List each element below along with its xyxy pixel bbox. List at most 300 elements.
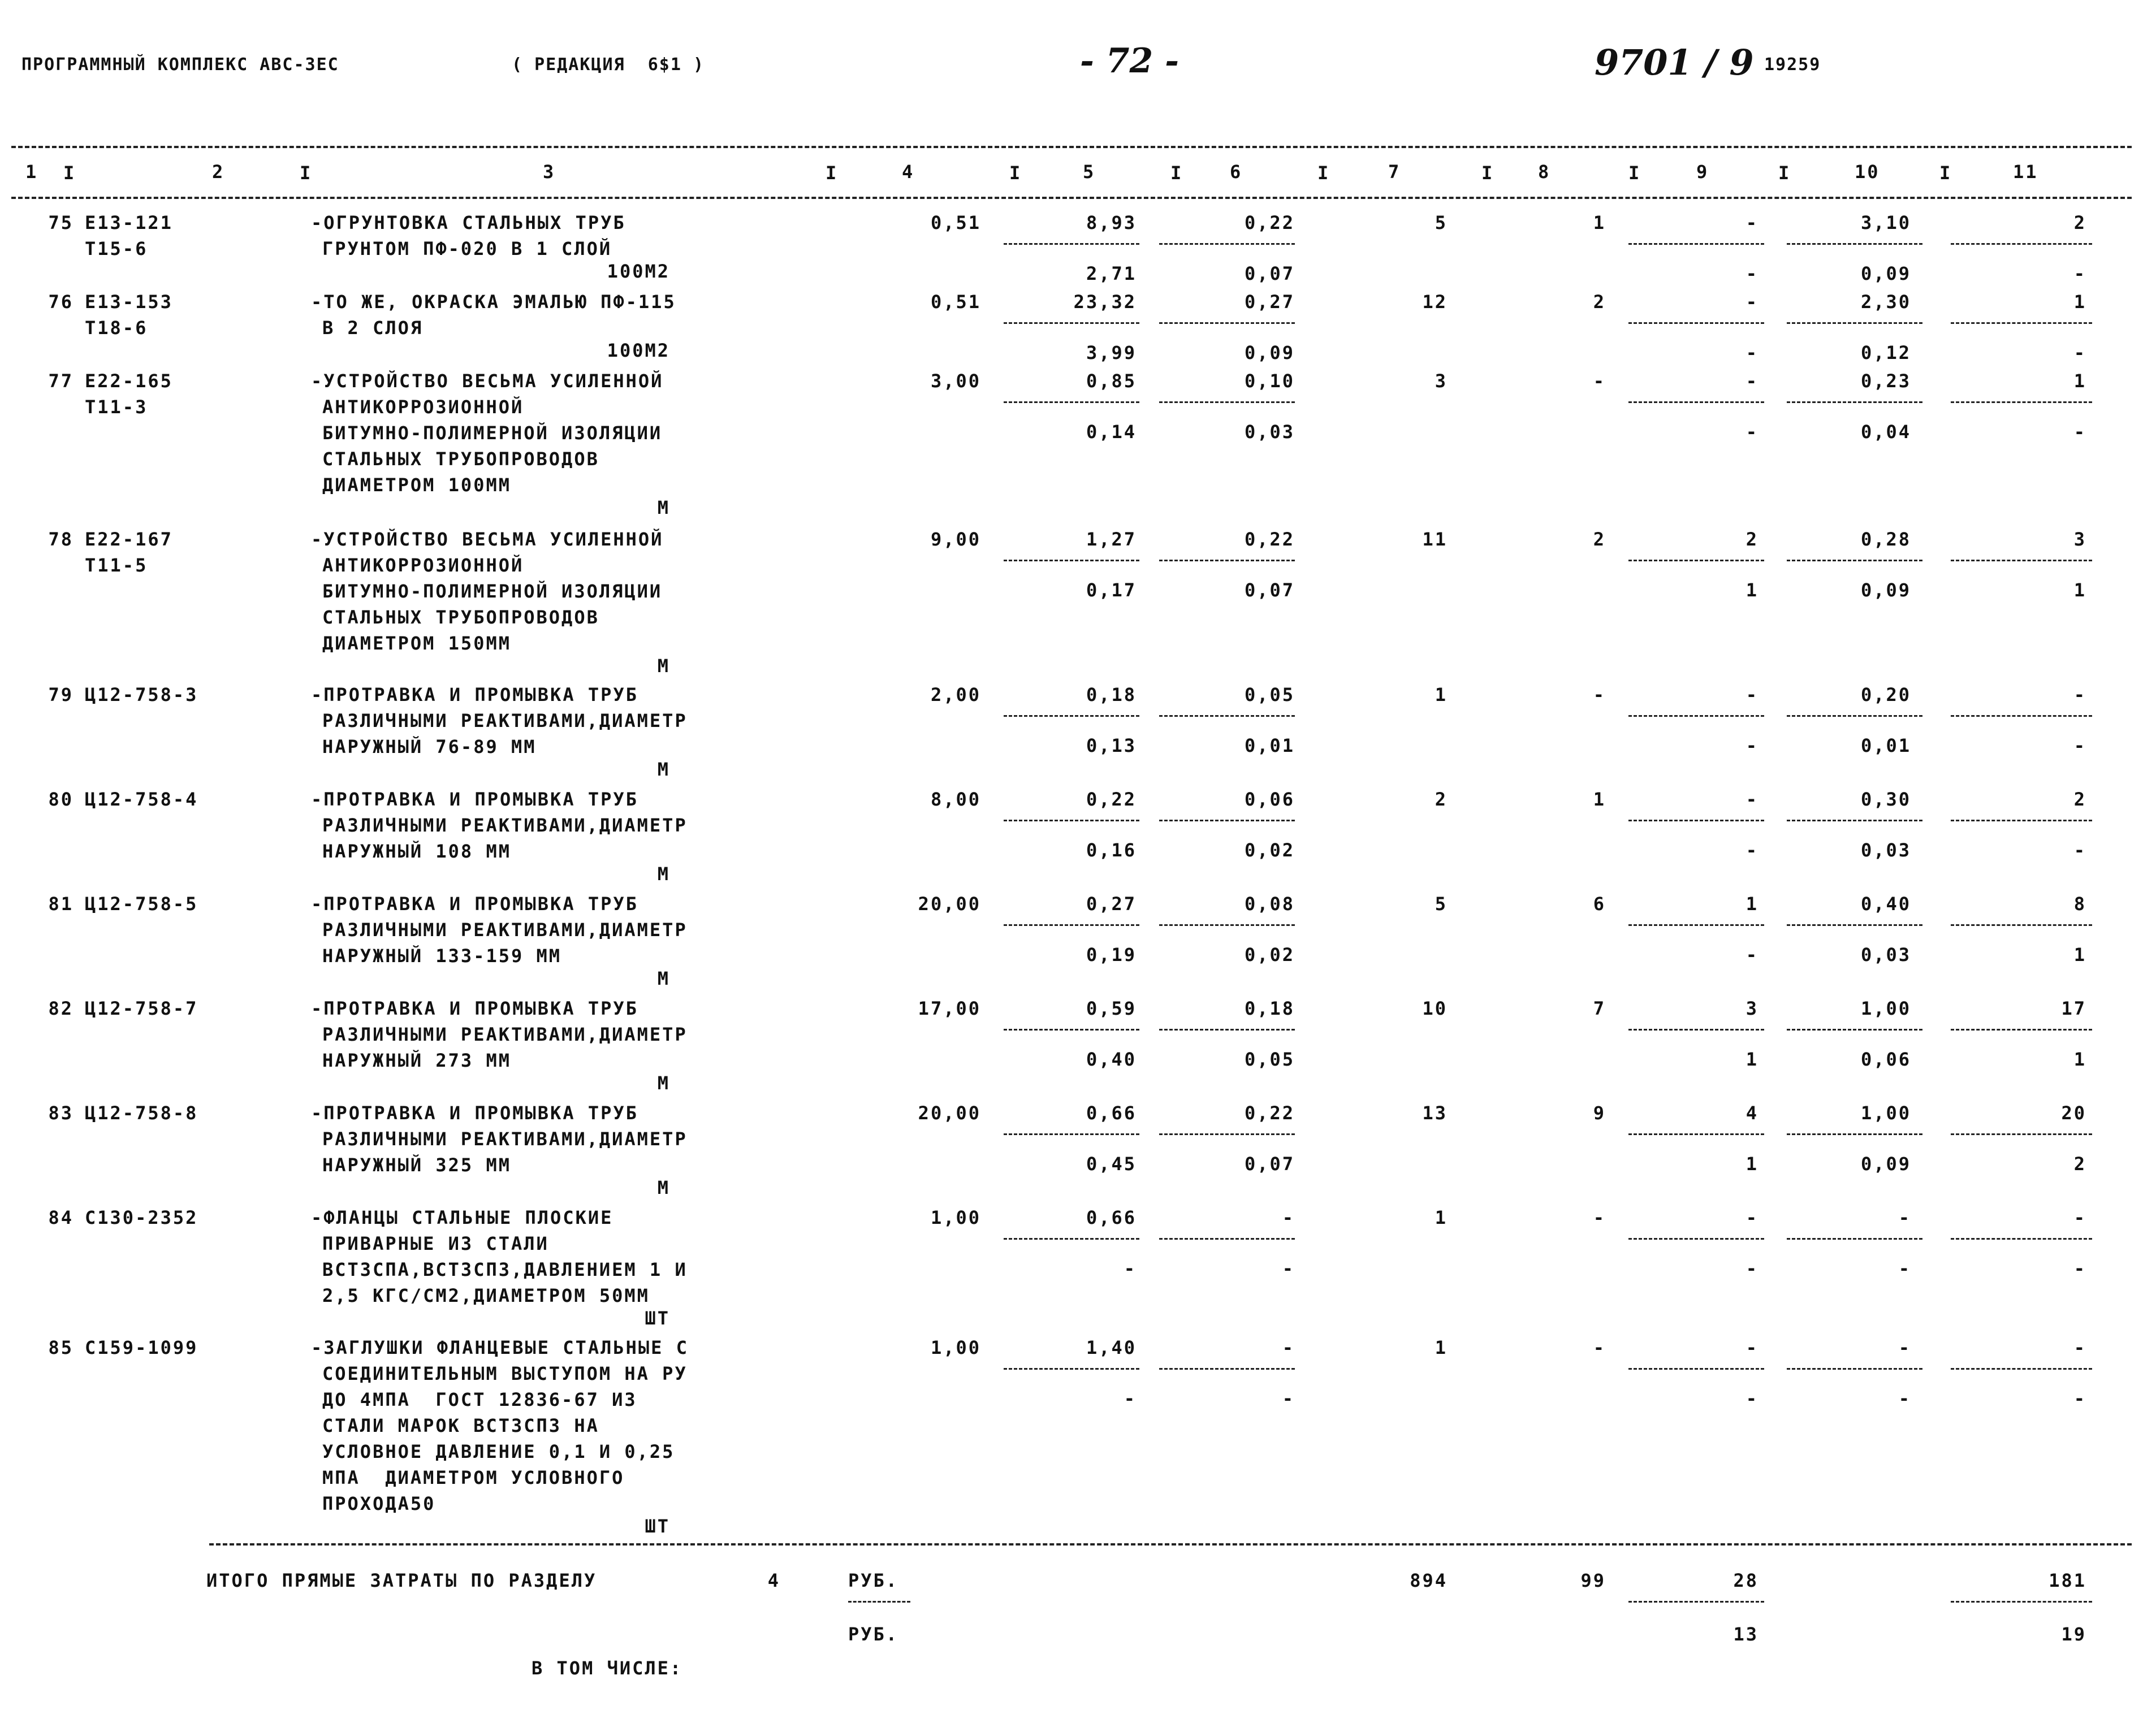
row-quantity: 2,00 — [930, 684, 981, 705]
row-col6-top: 0,22 — [1244, 529, 1295, 550]
row-col10-top: 1,00 — [1860, 998, 1911, 1019]
row-description-line: РАЗЛИЧНЫМИ РЕАКТИВАМИ,ДИАМЕТР — [322, 710, 688, 731]
row-col7: 5 — [1435, 212, 1448, 233]
row-col6-top: - — [1282, 1337, 1295, 1358]
row-description-line: СТАЛЬНЫХ ТРУБОПРОВОДОВ — [322, 448, 599, 470]
row-description-line: РАЗЛИЧНЫМИ РЕАКТИВАМИ,ДИАМЕТР — [322, 1128, 688, 1150]
summary-col8: 99 — [1580, 1570, 1606, 1591]
row-col10-bottom: 0,09 — [1860, 263, 1911, 284]
row-description-line: НАРУЖНЫЙ 108 ММ — [322, 841, 511, 862]
row-col7: 11 — [1422, 529, 1448, 550]
row-col10-bottom: 0,01 — [1860, 735, 1911, 756]
row-col9-top: 3 — [1745, 998, 1759, 1019]
row-description-line: -ФЛАНЦЫ СТАЛЬНЫЕ ПЛОСКИЕ — [311, 1207, 613, 1228]
row-col10-rule — [1787, 715, 1922, 717]
row-col9-bottom: 1 — [1745, 1153, 1759, 1175]
row-code: Ц12-758-8 — [85, 1102, 198, 1124]
row-col9-bottom: - — [1745, 1258, 1759, 1279]
row-col6-bottom: 0,01 — [1244, 735, 1295, 756]
row-col9-rule — [1628, 924, 1764, 926]
row-number: 85 — [48, 1337, 74, 1358]
row-col5-rule — [1004, 1238, 1139, 1240]
column-header-3: 3 — [543, 161, 556, 183]
row-col7: 3 — [1435, 370, 1448, 392]
row-quantity: 1,00 — [930, 1207, 981, 1228]
row-code: Т15-6 — [85, 238, 148, 259]
row-col6-top: - — [1282, 1207, 1295, 1228]
row-col11-bottom: 1 — [2073, 579, 2086, 601]
row-description-line: ДИАМЕТРОМ 150ММ — [322, 633, 511, 654]
row-col6-bottom: 0,07 — [1244, 1153, 1295, 1175]
row-description-line: -ПРОТРАВКА И ПРОМЫВКА ТРУБ — [311, 789, 638, 810]
row-col9-rule — [1628, 322, 1764, 324]
row-col9-rule — [1628, 820, 1764, 821]
row-description-line: ГРУНТОМ ПФ-020 В 1 СЛОЙ — [322, 238, 612, 259]
row-col11-rule — [1951, 243, 2092, 245]
row-col11-rule — [1951, 1133, 2092, 1135]
row-description-line: -УСТРОЙСТВО ВЕСЬМА УСИЛЕННОЙ — [311, 370, 664, 392]
row-col9-top: - — [1745, 212, 1759, 233]
row-col10-rule — [1787, 243, 1922, 245]
row-number: 77 — [48, 370, 74, 392]
row-col10-bottom: 0,03 — [1860, 944, 1911, 966]
row-col9-top: 4 — [1745, 1102, 1759, 1124]
row-col10-rule — [1787, 1368, 1922, 1370]
row-code: Т18-6 — [85, 317, 148, 339]
row-col9-bottom: - — [1745, 342, 1759, 363]
column-header-10: 10 — [1855, 161, 1880, 183]
row-col5-rule — [1004, 560, 1139, 561]
column-separator: I — [1009, 162, 1022, 184]
row-code: С159-1099 — [85, 1337, 198, 1358]
row-code: Т11-5 — [85, 555, 148, 576]
row-col6-bottom: 0,05 — [1244, 1049, 1295, 1070]
row-col6-rule — [1159, 401, 1295, 403]
row-code: Е13-121 — [85, 212, 173, 233]
row-col5-top: 8,93 — [1086, 212, 1137, 233]
row-col11-top: 2 — [2073, 212, 2086, 233]
row-description-line: ДИАМЕТРОМ 100ММ — [322, 474, 511, 496]
row-code: Ц12-758-4 — [85, 789, 198, 810]
row-col9-bottom: - — [1745, 839, 1759, 861]
column-header-9: 9 — [1696, 161, 1709, 183]
row-col11-bottom: - — [2073, 1388, 2086, 1409]
row-col10-rule — [1787, 322, 1922, 324]
row-col9-rule — [1628, 1238, 1764, 1240]
row-col11-top: 3 — [2073, 529, 2086, 550]
row-col6-bottom: 0,07 — [1244, 263, 1295, 284]
summary-col11-rule — [1951, 1601, 2092, 1603]
row-unit: М — [657, 1177, 670, 1198]
row-col9-bottom: 1 — [1745, 579, 1759, 601]
row-description-line: БИТУМНО-ПОЛИМЕРНОЙ ИЗОЛЯЦИИ — [322, 581, 663, 602]
row-col10-bottom: 0,09 — [1860, 579, 1911, 601]
row-description-line: -ПРОТРАВКА И ПРОМЫВКА ТРУБ — [311, 1102, 638, 1124]
row-col5-rule — [1004, 924, 1139, 926]
row-col5-rule — [1004, 322, 1139, 324]
row-col10-bottom: 0,09 — [1860, 1153, 1911, 1175]
row-col6-bottom: 0,03 — [1244, 421, 1295, 443]
row-col5-top: 0,22 — [1086, 789, 1137, 810]
row-col11-rule — [1951, 1238, 2092, 1240]
row-col5-top: 1,40 — [1086, 1337, 1137, 1358]
row-col8: - — [1593, 1207, 1606, 1228]
summary-currency-rule — [848, 1601, 910, 1603]
row-col11-top: 1 — [2073, 370, 2086, 392]
summary-col9-top: 28 — [1733, 1570, 1759, 1591]
row-col5-top: 23,32 — [1073, 291, 1137, 313]
row-col8: 1 — [1593, 789, 1606, 810]
row-col5-rule — [1004, 1029, 1139, 1031]
row-col6-bottom: 0,09 — [1244, 342, 1295, 363]
row-quantity: 0,51 — [930, 212, 981, 233]
row-description-line: -ЗАГЛУШКИ ФЛАНЦЕВЫЕ СТАЛЬНЫЕ С — [311, 1337, 689, 1358]
row-col10-rule — [1787, 1238, 1922, 1240]
row-code: Т11-3 — [85, 396, 148, 418]
column-header-rule — [11, 197, 2132, 199]
row-col11-bottom: - — [2073, 421, 2086, 443]
row-col10-rule — [1787, 560, 1922, 561]
row-code: Ц12-758-5 — [85, 893, 198, 915]
summary-col11-bottom: 19 — [2061, 1624, 2086, 1645]
row-col10-top: - — [1898, 1207, 1911, 1228]
row-code: С130-2352 — [85, 1207, 198, 1228]
row-description-line: -УСТРОЙСТВО ВЕСЬМА УСИЛЕННОЙ — [311, 529, 664, 550]
row-col10-rule — [1787, 1133, 1922, 1135]
row-col11-bottom: 2 — [2073, 1153, 2086, 1175]
column-header-4: 4 — [902, 161, 915, 183]
row-col11-top: 2 — [2073, 789, 2086, 810]
row-quantity: 20,00 — [918, 1102, 981, 1124]
row-col6-rule — [1159, 820, 1295, 821]
row-col5-top: 0,66 — [1086, 1102, 1137, 1124]
row-description-line: АНТИКОРРОЗИОННОЙ — [322, 555, 524, 576]
column-separator: I — [1481, 162, 1494, 184]
row-col8: 7 — [1593, 998, 1606, 1019]
row-col11-bottom: - — [2073, 839, 2086, 861]
row-col6-rule — [1159, 322, 1295, 324]
row-col9-rule — [1628, 560, 1764, 561]
row-description-line: В 2 СЛОЯ — [322, 317, 424, 339]
row-col6-top: 0,05 — [1244, 684, 1295, 705]
row-col8: 1 — [1593, 212, 1606, 233]
row-col9-bottom: - — [1745, 263, 1759, 284]
row-col10-top: 2,30 — [1860, 291, 1911, 313]
row-col10-bottom: 0,04 — [1860, 421, 1911, 443]
row-col5-bottom: 0,13 — [1086, 735, 1137, 756]
row-description-line: НАРУЖНЫЙ 273 ММ — [322, 1050, 511, 1071]
row-description-line: АНТИКОРРОЗИОННОЙ — [322, 396, 524, 418]
row-col5-bottom: 0,14 — [1086, 421, 1137, 443]
row-number: 83 — [48, 1102, 74, 1124]
row-unit: ШТ — [645, 1516, 670, 1537]
row-col9-rule — [1628, 243, 1764, 245]
summary-currency2: РУБ. — [848, 1624, 899, 1645]
row-col11-rule — [1951, 820, 2092, 821]
row-description-line: -ПРОТРАВКА И ПРОМЫВКА ТРУБ — [311, 893, 638, 915]
row-description-line: ВСТ3СПА,ВСТ3СП3,ДАВЛЕНИЕМ 1 И — [322, 1259, 688, 1280]
row-col6-top: 0,18 — [1244, 998, 1295, 1019]
row-col7: 2 — [1435, 789, 1448, 810]
row-col9-rule — [1628, 1368, 1764, 1370]
row-col9-top: - — [1745, 684, 1759, 705]
row-description-line: СТАЛИ МАРОК ВСТ3СП3 НА — [322, 1415, 599, 1436]
row-col7: 5 — [1435, 893, 1448, 915]
row-col10-top: 3,10 — [1860, 212, 1911, 233]
row-col6-bottom: 0,02 — [1244, 839, 1295, 861]
row-col11-top: - — [2073, 684, 2086, 705]
row-number: 79 — [48, 684, 74, 705]
summary-section: 4 — [767, 1570, 780, 1591]
summary-including: В ТОМ ЧИСЛЕ: — [532, 1657, 683, 1679]
row-col5-rule — [1004, 820, 1139, 821]
column-header-6: 6 — [1230, 161, 1243, 183]
row-col11-rule — [1951, 924, 2092, 926]
row-col7: 13 — [1422, 1102, 1448, 1124]
row-col11-rule — [1951, 1368, 2092, 1370]
row-description-line: РАЗЛИЧНЫМИ РЕАКТИВАМИ,ДИАМЕТР — [322, 919, 688, 941]
row-col7: 12 — [1422, 291, 1448, 313]
row-col7: 10 — [1422, 998, 1448, 1019]
row-description-line: -ПРОТРАВКА И ПРОМЫВКА ТРУБ — [311, 684, 638, 705]
row-unit: М — [657, 497, 670, 518]
row-unit: М — [657, 759, 670, 780]
row-number: 82 — [48, 998, 74, 1019]
row-col5-top: 0,85 — [1086, 370, 1137, 392]
column-separator: I — [1939, 162, 1952, 184]
row-description-line: СТАЛЬНЫХ ТРУБОПРОВОДОВ — [322, 607, 599, 628]
row-description-line: ПРИВАРНЫЕ ИЗ СТАЛИ — [322, 1233, 549, 1254]
column-separator: I — [1317, 162, 1330, 184]
row-col7: 1 — [1435, 1207, 1448, 1228]
row-col9-top: - — [1745, 789, 1759, 810]
row-col10-top: 1,00 — [1860, 1102, 1911, 1124]
row-col11-top: 20 — [2061, 1102, 2086, 1124]
doc-id: 19259 — [1764, 55, 1821, 75]
row-quantity: 20,00 — [918, 893, 981, 915]
row-col9-top: 2 — [1745, 529, 1759, 550]
row-col9-rule — [1628, 1029, 1764, 1031]
row-col10-top: - — [1898, 1337, 1911, 1358]
row-col6-top: 0,10 — [1244, 370, 1295, 392]
row-col5-bottom: - — [1124, 1388, 1137, 1409]
row-col10-top: 0,20 — [1860, 684, 1911, 705]
row-col9-bottom: - — [1745, 1388, 1759, 1409]
row-col10-rule — [1787, 924, 1922, 926]
row-description-line: -ОГРУНТОВКА СТАЛЬНЫХ ТРУБ — [311, 212, 626, 233]
row-description-line: РАЗЛИЧНЫМИ РЕАКТИВАМИ,ДИАМЕТР — [322, 815, 688, 836]
summary-col7: 894 — [1410, 1570, 1448, 1591]
row-col10-rule — [1787, 401, 1922, 403]
row-col5-rule — [1004, 401, 1139, 403]
table-top-rule — [11, 146, 2132, 148]
row-col9-bottom: - — [1745, 421, 1759, 443]
row-description-line: УСЛОВНОЕ ДАВЛЕНИЕ 0,1 И 0,25 — [322, 1441, 675, 1462]
row-col6-top: 0,08 — [1244, 893, 1295, 915]
edition-label: ( РЕДАКЦИЯ 6$1 ) — [512, 55, 705, 75]
column-separator: I — [1170, 162, 1183, 184]
column-header-7: 7 — [1388, 161, 1401, 183]
row-col6-top: 0,22 — [1244, 1102, 1295, 1124]
row-col10-top: 0,28 — [1860, 529, 1911, 550]
column-separator: I — [1628, 162, 1641, 184]
row-col10-bottom: 0,12 — [1860, 342, 1911, 363]
row-col10-bottom: - — [1898, 1388, 1911, 1409]
row-col5-top: 0,59 — [1086, 998, 1137, 1019]
row-col5-bottom: - — [1124, 1258, 1137, 1279]
row-col6-rule — [1159, 715, 1295, 717]
row-description-line: РАЗЛИЧНЫМИ РЕАКТИВАМИ,ДИАМЕТР — [322, 1024, 688, 1045]
row-col5-top: 1,27 — [1086, 529, 1137, 550]
row-col5-bottom: 0,17 — [1086, 579, 1137, 601]
row-col9-top: - — [1745, 1207, 1759, 1228]
summary-col9-bottom: 13 — [1733, 1624, 1759, 1645]
row-description-line: НАРУЖНЫЙ 133-159 ММ — [322, 945, 562, 967]
row-col6-top: 0,27 — [1244, 291, 1295, 313]
row-col7: 1 — [1435, 684, 1448, 705]
row-unit: М — [657, 1072, 670, 1094]
row-quantity: 17,00 — [918, 998, 981, 1019]
row-col8: 9 — [1593, 1102, 1606, 1124]
row-description-line: БИТУМНО-ПОЛИМЕРНОЙ ИЗОЛЯЦИИ — [322, 422, 663, 444]
row-col10-top: 0,30 — [1860, 789, 1911, 810]
row-col6-rule — [1159, 1133, 1295, 1135]
row-number: 80 — [48, 789, 74, 810]
page-number: - 72 - — [1080, 41, 1179, 81]
row-quantity: 9,00 — [930, 529, 981, 550]
row-code: Е22-167 — [85, 529, 173, 550]
program-title: ПРОГРАММНЫЙ КОМПЛЕКС АВС-ЗЕС — [21, 55, 339, 75]
row-col11-rule — [1951, 1029, 2092, 1031]
row-col11-bottom: - — [2073, 263, 2086, 284]
row-quantity: 8,00 — [930, 789, 981, 810]
row-description-line: ДО 4МПА ГОСТ 12836-67 ИЗ — [322, 1389, 637, 1410]
row-col9-rule — [1628, 1133, 1764, 1135]
row-col6-bottom: 0,07 — [1244, 579, 1295, 601]
row-description-line: НАРУЖНЫЙ 325 ММ — [322, 1154, 511, 1176]
column-separator: I — [826, 162, 839, 184]
row-number: 81 — [48, 893, 74, 915]
row-col11-bottom: 1 — [2073, 1049, 2086, 1070]
column-header-1: 1 — [25, 161, 38, 183]
row-col10-rule — [1787, 820, 1922, 821]
summary-top-rule — [209, 1543, 2132, 1545]
row-number: 76 — [48, 291, 74, 313]
row-description-line: СОЕДИНИТЕЛЬНЫМ ВЫСТУПОМ НА РУ — [322, 1363, 688, 1384]
row-col9-top: - — [1745, 1337, 1759, 1358]
row-col8: - — [1593, 370, 1606, 392]
row-col9-top: 1 — [1745, 893, 1759, 915]
row-number: 75 — [48, 212, 74, 233]
row-col5-bottom: 0,40 — [1086, 1049, 1137, 1070]
row-col5-rule — [1004, 1368, 1139, 1370]
row-col6-top: 0,22 — [1244, 212, 1295, 233]
column-header-11: 11 — [2013, 161, 2038, 183]
summary-col11-top: 181 — [2049, 1570, 2086, 1591]
row-col10-rule — [1787, 1029, 1922, 1031]
row-col10-top: 0,23 — [1860, 370, 1911, 392]
row-col11-top: 8 — [2073, 893, 2086, 915]
row-col5-top: 0,27 — [1086, 893, 1137, 915]
row-col9-bottom: 1 — [1745, 1049, 1759, 1070]
row-col11-rule — [1951, 715, 2092, 717]
row-description-line: МПА ДИАМЕТРОМ УСЛОВНОГО — [322, 1467, 625, 1488]
row-col6-rule — [1159, 1029, 1295, 1031]
row-description-line: -ТО ЖЕ, ОКРАСКА ЭМАЛЬЮ ПФ-115 — [311, 291, 676, 313]
row-col8: 6 — [1593, 893, 1606, 915]
row-description-line: ПРОХОДА50 — [322, 1493, 436, 1514]
row-description-line: 2,5 КГС/СМ2,ДИАМЕТРОМ 50ММ — [322, 1285, 650, 1306]
row-col6-bottom: - — [1282, 1258, 1295, 1279]
row-unit: М — [657, 863, 670, 885]
row-col6-rule — [1159, 560, 1295, 561]
row-col5-rule — [1004, 1133, 1139, 1135]
row-col6-rule — [1159, 924, 1295, 926]
row-col6-rule — [1159, 243, 1295, 245]
row-col10-bottom: - — [1898, 1258, 1911, 1279]
row-col6-bottom: 0,02 — [1244, 944, 1295, 966]
row-col5-bottom: 0,19 — [1086, 944, 1137, 966]
row-col11-bottom: - — [2073, 735, 2086, 756]
row-description-line: НАРУЖНЫЙ 76-89 ММ — [322, 736, 537, 757]
row-col11-rule — [1951, 560, 2092, 561]
row-col9-bottom: - — [1745, 735, 1759, 756]
row-unit: 100М2 — [607, 340, 670, 361]
row-quantity: 3,00 — [930, 370, 981, 392]
row-code: Е22-165 — [85, 370, 173, 392]
column-separator: I — [1778, 162, 1791, 184]
row-col9-top: - — [1745, 370, 1759, 392]
row-col11-rule — [1951, 401, 2092, 403]
row-col11-top: - — [2073, 1207, 2086, 1228]
row-number: 78 — [48, 529, 74, 550]
row-col5-bottom: 3,99 — [1086, 342, 1137, 363]
row-unit: ШТ — [645, 1308, 670, 1329]
row-col10-bottom: 0,06 — [1860, 1049, 1911, 1070]
row-col5-bottom: 2,71 — [1086, 263, 1137, 284]
column-header-2: 2 — [212, 161, 225, 183]
row-col8: - — [1593, 684, 1606, 705]
summary-col9-rule — [1628, 1601, 1764, 1603]
row-code: Ц12-758-3 — [85, 684, 198, 705]
doc-code: 9701 / 9 — [1595, 42, 1754, 83]
row-col10-top: 0,40 — [1860, 893, 1911, 915]
row-col5-top: 0,66 — [1086, 1207, 1137, 1228]
column-header-5: 5 — [1083, 161, 1096, 183]
row-col6-rule — [1159, 1368, 1295, 1370]
row-col8: 2 — [1593, 291, 1606, 313]
row-col5-bottom: 0,16 — [1086, 839, 1137, 861]
row-description-line: -ПРОТРАВКА И ПРОМЫВКА ТРУБ — [311, 998, 638, 1019]
row-unit: М — [657, 968, 670, 989]
row-col6-top: 0,06 — [1244, 789, 1295, 810]
row-col9-bottom: - — [1745, 944, 1759, 966]
row-code: Ц12-758-7 — [85, 998, 198, 1019]
row-col8: - — [1593, 1337, 1606, 1358]
row-unit: М — [657, 655, 670, 677]
row-col6-rule — [1159, 1238, 1295, 1240]
row-col5-rule — [1004, 715, 1139, 717]
row-col5-bottom: 0,45 — [1086, 1153, 1137, 1175]
row-unit: 100М2 — [607, 261, 670, 282]
row-number: 84 — [48, 1207, 74, 1228]
row-col11-bottom: - — [2073, 342, 2086, 363]
row-col9-top: - — [1745, 291, 1759, 313]
row-quantity: 1,00 — [930, 1337, 981, 1358]
row-col11-bottom: 1 — [2073, 944, 2086, 966]
row-col9-rule — [1628, 715, 1764, 717]
column-separator: I — [300, 162, 313, 184]
